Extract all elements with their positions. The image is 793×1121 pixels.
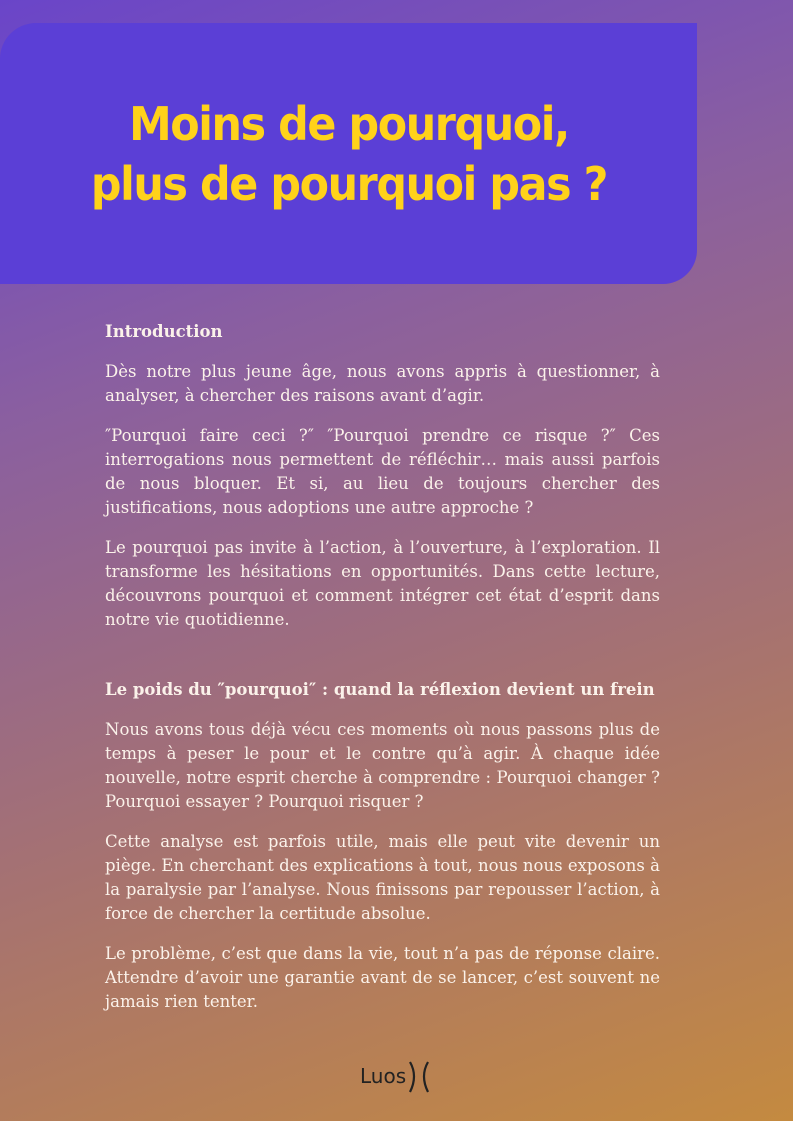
paragraph: Cette analyse est parfois utile, mais elle peut vite devenir un piège. En cherchant des explications à tout, nous nous exposons à la paralysie par l’analyse. Nous finissons par repousser l’action, à force de chercher la certitude absolue. bbox=[105, 832, 660, 923]
section-introduction bbox=[105, 320, 660, 632]
paragraph: Dès notre plus jeune âge, nous avons appris à questionner, à analyser, à chercher des raisons avant d’agir. bbox=[105, 362, 660, 405]
brand-logo bbox=[358, 1057, 438, 1097]
luos-logo-icon bbox=[358, 1057, 438, 1097]
section-poids-du-pourquoi bbox=[105, 678, 660, 1014]
section-heading: Le poids du ″pourquoi″ : quand la réflexion devient un frein bbox=[105, 680, 655, 699]
title-banner bbox=[0, 23, 697, 284]
paragraph: Nous avons tous déjà vécu ces moments où nous passons plus de temps à peser le pour et le contre qu’à agir. À chaque idée nouvelle, notre esprit cherche à comprendre : Pourquoi changer ? Pourquoi essayer ? Pourquoi risquer ? bbox=[105, 720, 660, 811]
article-body bbox=[105, 320, 660, 1030]
paragraph: ″Pourquoi faire ceci ?″ ″Pourquoi prendre ce risque ?″ Ces interrogations nous permettent de réfléchir… mais aussi parfois de nous bloquer. Et si, au lieu de toujours chercher des justifications, nous adoptions une autre approche ? bbox=[105, 426, 660, 517]
section-divider bbox=[105, 648, 660, 678]
paragraph: Le problème, c’est que dans la vie, tout n’a pas de réponse claire. Attendre d’avoir une garantie avant de se lancer, c’est souvent ne jamais rien tenter. bbox=[105, 944, 660, 1011]
page-title: Moins de pourquoi, plus de pourquoi pas ? bbox=[90, 96, 607, 211]
logo-text: Luos bbox=[360, 1064, 407, 1088]
paragraph: Le pourquoi pas invite à l’action, à l’ouverture, à l’exploration. Il transforme les hésitations en opportunités. Dans cette lecture, découvrons pourquoi et comment intégrer cet état d’esprit dans notre vie quotidienne. bbox=[105, 538, 660, 629]
section-heading: Introduction bbox=[105, 322, 223, 341]
